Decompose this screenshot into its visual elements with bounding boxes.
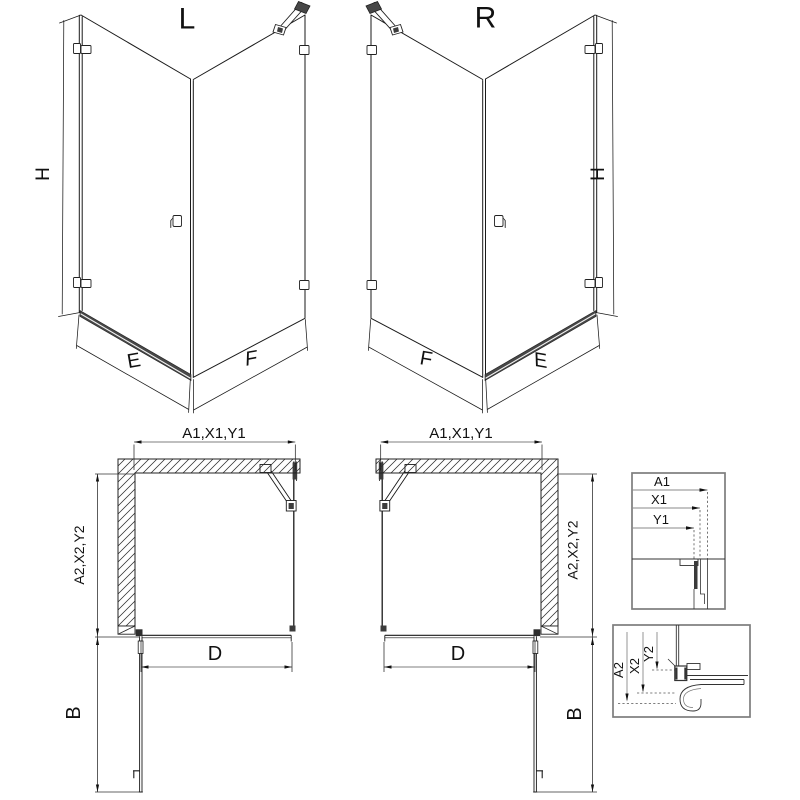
plan-left-d-label: D: [207, 643, 223, 665]
detail-glass-section: [676, 625, 678, 667]
door-knob: [171, 216, 182, 228]
plan-left-b-label: B: [63, 706, 85, 720]
detail-x1-label: X1: [651, 492, 667, 507]
wall-tabs: [300, 46, 310, 290]
plan-door-handle: [133, 771, 140, 778]
plan-view-left-art: [133, 440, 297, 792]
corner-profile: [191, 79, 194, 377]
detail-a1-label: A1: [654, 474, 670, 489]
plan-right-a2-label: A2,X2,Y2: [564, 520, 581, 580]
iso-left-e-label: E: [125, 349, 143, 374]
plan-right-walls: [376, 459, 558, 634]
plan-glass-foot: [290, 626, 296, 632]
plan-view-right-art: [379, 440, 543, 792]
detail-a2-label: A2: [611, 662, 626, 678]
detail-tray-section: [668, 659, 748, 711]
detail-box-top: [632, 473, 725, 609]
iso-view-left-art: [59, 2, 311, 414]
fixed-panel-edges: [193, 15, 305, 377]
iso-right-h-label: H: [588, 167, 609, 181]
iso-left-h-label: H: [33, 167, 54, 181]
detail-y2-label: Y2: [641, 646, 656, 662]
iso-right-f-label: F: [418, 347, 434, 371]
plan-right-b-label: B: [564, 707, 586, 721]
plan-right-a1-label: A1,X1,Y1: [429, 425, 493, 442]
detail-x2-label: X2: [627, 658, 642, 674]
iso-left-title: L: [178, 2, 196, 36]
iso-right-e-label: E: [533, 348, 548, 374]
plan-left-a1-label: A1,X1,Y1: [182, 425, 246, 442]
plan-left-walls: [118, 459, 300, 634]
h-dimension-lines: [59, 15, 82, 317]
plan-left-a2-label: A2,X2,Y2: [71, 525, 87, 585]
detail-top-profile-section: [632, 559, 725, 609]
iso-left-f-label: F: [244, 346, 258, 372]
plan-right-d-label: D: [450, 643, 466, 665]
iso-right-title: R: [474, 1, 497, 35]
support-arm: [273, 2, 310, 36]
detail-y1-label: Y1: [653, 512, 669, 527]
iso-view-right-art: [366, 2, 618, 414]
plan-door-pivot: [136, 629, 143, 636]
